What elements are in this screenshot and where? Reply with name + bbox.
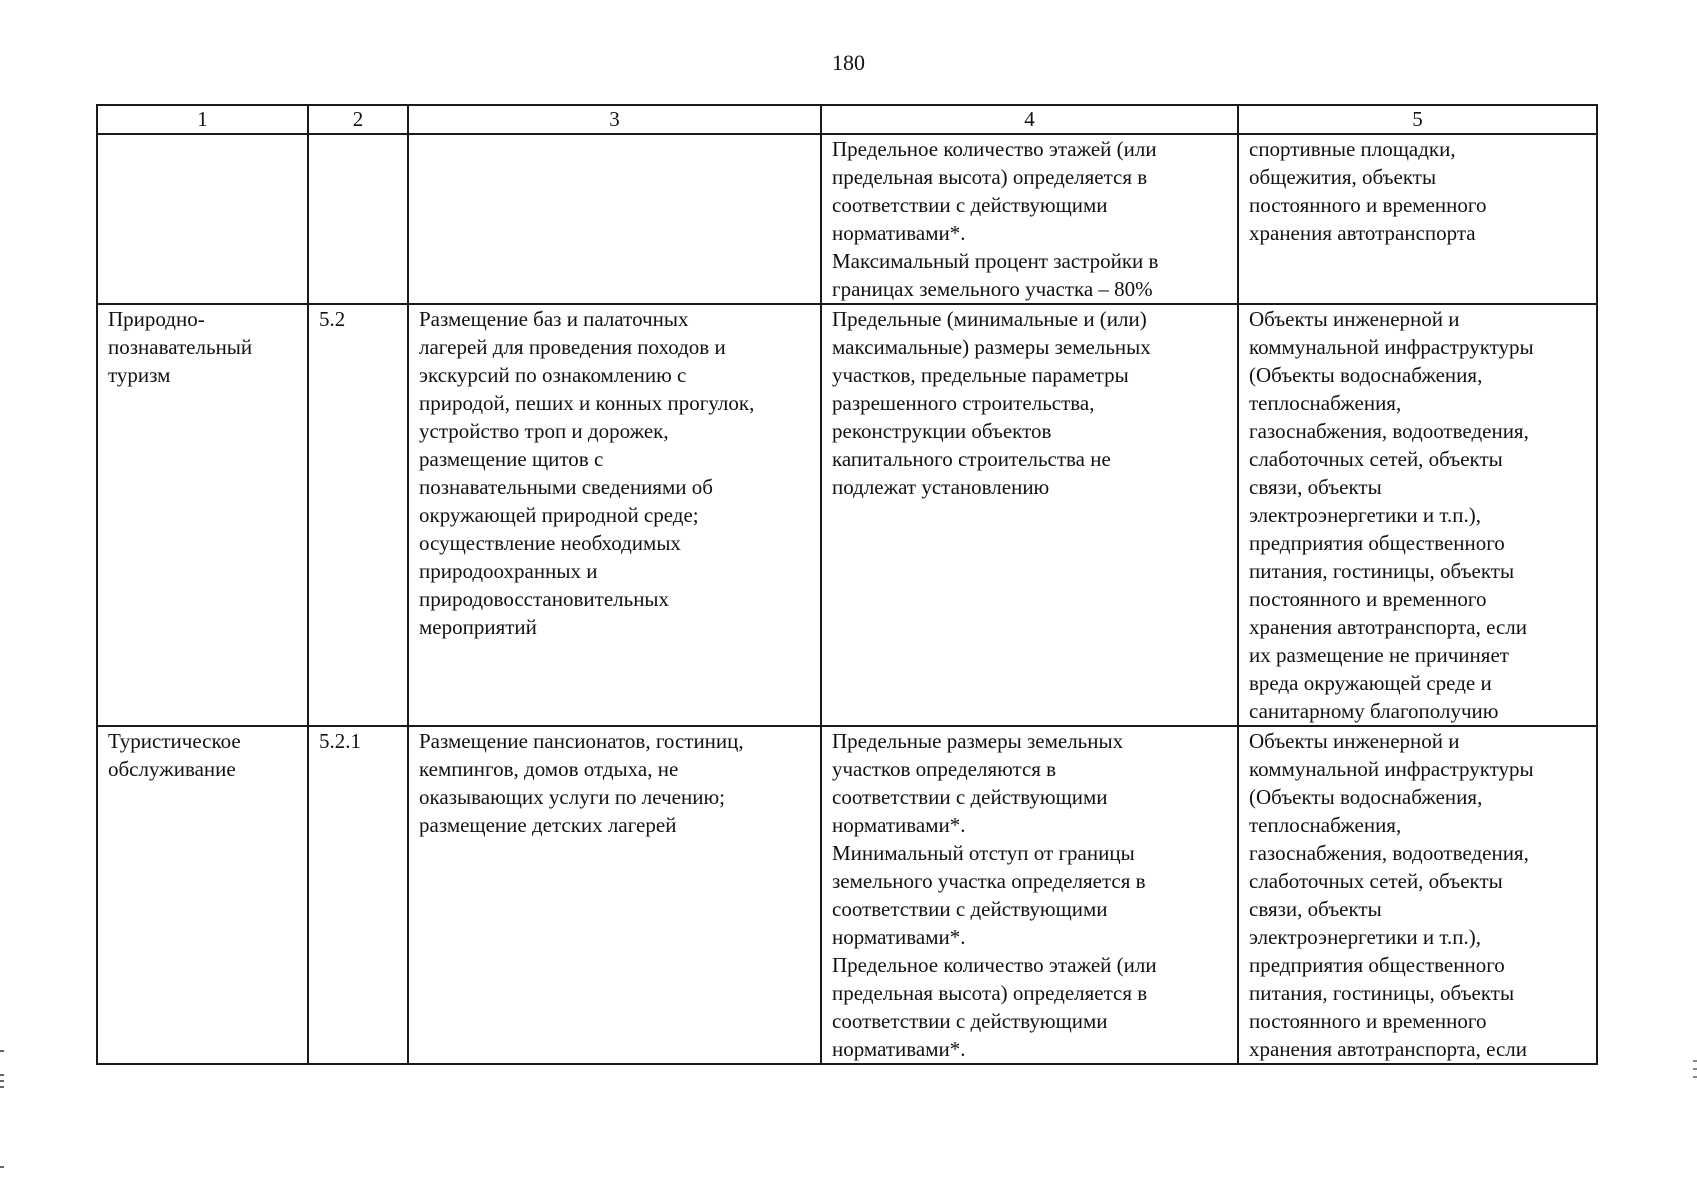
column-header-1: 1 bbox=[97, 105, 308, 134]
parameters-cell: Предельные (минимальные и (или) максимальные) размеры земельных участков, предельные параметры разрешенного строительства, реконструкции объектов капитального строительства не подлежат установлению bbox=[821, 304, 1238, 726]
use-description-cell: Размещение баз и палаточных лагерей для проведения походов и экскурсий по ознакомлению с природой, пеших и конных прогулок, устройство троп и дорожек, размещение щитов с познавательными сведениями об окружающей природной среде; осуществление необходимых природоохранных и природовосстановительных мероприятий bbox=[408, 304, 821, 726]
column-header-4: 4 bbox=[821, 105, 1238, 134]
parameters-cell: Предельное количество этажей (или предельная высота) определяется в соответствии с действующими нормативами*. Максимальный процент застройки в границах земельного участка – 80% bbox=[821, 134, 1238, 304]
auxiliary-uses-cell: Объекты инженерной и коммунальной инфраструктуры (Объекты водоснабжения, теплоснабжения, газоснабжения, водоотведения, слаботочных сетей, объекты связи, объекты электроэнергетики и т.п.), предприятия общественного питания, гостиницы, объекты постоянного и временного хранения автотранспорта, если их размещение не причиняет вреда окружающей среде и санитарному благополучию bbox=[1238, 304, 1597, 726]
auxiliary-uses-cell: спортивные площадки, общежития, объекты постоянного и временного хранения автотранспорта bbox=[1238, 134, 1597, 304]
use-name-cell bbox=[97, 134, 308, 304]
scan-edge-marks-right bbox=[1691, 1060, 1697, 1100]
column-header-3: 3 bbox=[408, 105, 821, 134]
use-code-cell: 5.2 bbox=[308, 304, 408, 726]
use-description-cell bbox=[408, 134, 821, 304]
auxiliary-uses-cell: Объекты инженерной и коммунальной инфраструктуры (Объекты водоснабжения, теплоснабжения, газоснабжения, водоотведения, слаботочных сетей, объекты связи, объекты электроэнергетики и т.п.), предприятия общественного питания, гостиницы, объекты постоянного и временного хранения автотранспорта, если bbox=[1238, 726, 1597, 1064]
table-row bbox=[97, 726, 1597, 1064]
parameters-cell: Предельные размеры земельных участков определяются в соответствии с действующими нормативами*. Минимальный отступ от границы земельного участка определяется в соответствии с действующими нормативами*. Предельное количество этажей (или предельная высота) определяется в соответствии с действующими нормативами*. bbox=[821, 726, 1238, 1064]
table-row bbox=[97, 134, 1597, 304]
use-description-cell: Размещение пансионатов, гостиниц, кемпингов, домов отдыха, не оказывающих услуги по лечению; размещение детских лагерей bbox=[408, 726, 821, 1064]
page-number: 180 bbox=[832, 50, 865, 75]
table-header-row bbox=[97, 105, 1597, 134]
use-name-cell: Природно- познавательный туризм bbox=[97, 304, 308, 726]
use-name-cell: Туристическое обслуживание bbox=[97, 726, 308, 1064]
table-row bbox=[97, 304, 1597, 726]
use-code-cell: 5.2.1 bbox=[308, 726, 408, 1064]
use-code-cell bbox=[308, 134, 408, 304]
land-use-table bbox=[96, 104, 1598, 1065]
scan-edge-marks-left bbox=[0, 1050, 6, 1170]
column-header-2: 2 bbox=[308, 105, 408, 134]
column-header-5: 5 bbox=[1238, 105, 1597, 134]
